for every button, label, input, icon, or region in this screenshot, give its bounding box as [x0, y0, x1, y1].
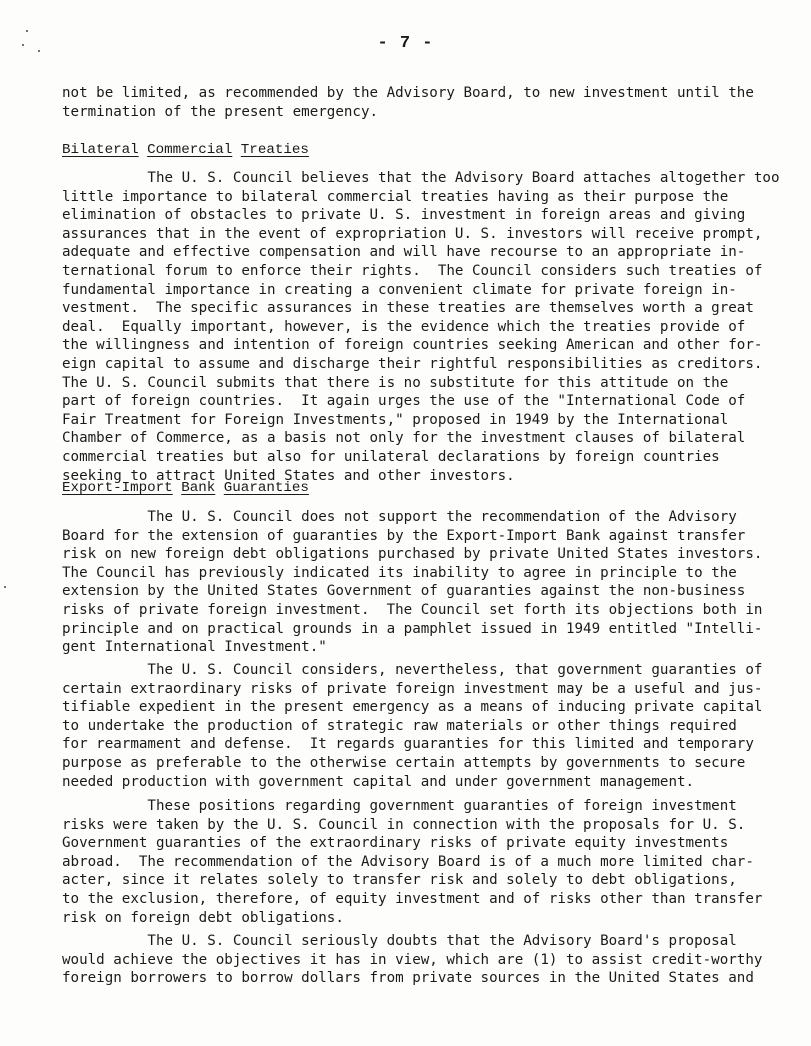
bilateral-treaties-paragraph: The U. S. Council believes that the Advisory Board attaches altogether too little importance to bilateral commercial treaties having as their purpose the elimination of obstacles to private U. S. investment in foreign areas and giving assurances that in the event of expropriation U. S. investors will receive prompt, adequate and effective compensation and will have recourse to an appropriate in- ternational forum to enforce their rights. The Council considers such treaties of fundamental importance in creating a convenient climate for private foreign in- vestment. The specific assurances in these treaties are themselves worth a great deal. Equally important, however, is the evidence which the treaties provide of the willingness and intention of foreign countries seeking American and other for- eign capital to assume and discharge their rightful responsibilities as creditors. The U. S. Council submits that there is no substitute for this attitude on the part of foreign countries. It again urges the use of the "International Code of Fair Treatment for Foreign Investments," proposed in 1949 by the International Chamber of Commerce, as a basis not only for the investment clauses of bilateral commercial treaties but also for unilateral declarations by foreign countries seeking to attract United States and other investors. — [62, 170, 780, 484]
intro-paragraph: not be limited, as recommended by the Advisory Board, to new investment until the termination of the present emergency. — [62, 85, 754, 120]
heading-word: Bank — [181, 480, 216, 496]
page-number: - 7 - — [377, 34, 434, 53]
heading-word: Export-Import — [62, 480, 173, 496]
scan-speck — [4, 586, 6, 588]
heading-word: Bilateral — [62, 142, 139, 158]
export-import-paragraph-4: The U. S. Council seriously doubts that the Advisory Board's proposal would achieve the objectives it has in view, which are (1) to assist credit-worthy foreign borrowers to borrow dollars from private sources in the United States and — [62, 933, 763, 987]
section-heading-bilateral-commercial-treaties — [62, 141, 309, 160]
heading-word: Guaranties — [223, 480, 309, 496]
export-import-paragraph-2: The U. S. Council considers, nevertheless, that government guaranties of certain extraordinary risks of private foreign investment may be a useful and jus- tifiable expedient in the present emergency as a means of inducing private capital to undertake the production of strategic raw materials or other things required for rearmament and defense. It regards guaranties for this limited and temporary purpose as preferable to the otherwise certain attempts by governments to secure needed production with government capital and under government management. — [62, 662, 763, 790]
export-import-paragraph-3: These positions regarding government guaranties of foreign investment risks were taken by the U. S. Council in connection with the proposals for U. S. Government guaranties of the extraordinary risks of private equity investments abroad. The recommendation of the Advisory Board is of a much more limited char- acter, since it relates solely to transfer risk and solely to debt obligations, to the exclusion, therefore, of equity investment and of risks other than transfer risk on foreign debt obligations. — [62, 798, 763, 926]
scan-speck — [26, 30, 28, 32]
export-import-paragraph-1: The U. S. Council does not support the recommendation of the Advisory Board for the extension of guaranties by the Export-Import Bank against transfer risk on new foreign debt obligations purchased by private United States investors. The Council has previously indicated its inability to agree in principle to the extension by the United States Government of guaranties against the non-business risks of private foreign investment. The Council set forth its objections both in principle and on practical grounds in a pamphlet issued in 1949 entitled "Intelli- gent International Investment." — [62, 509, 763, 656]
heading-word: Commercial — [147, 142, 233, 158]
section-heading-export-import-bank-guaranties — [62, 479, 309, 498]
heading-word: Treaties — [240, 142, 309, 158]
